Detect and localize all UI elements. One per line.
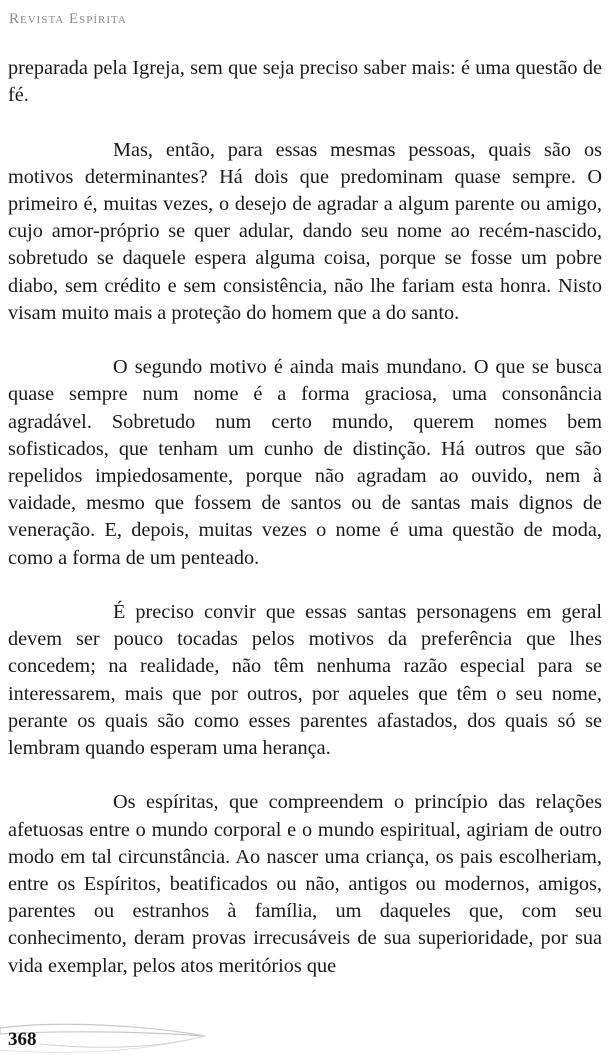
running-header: Revista Espírita [9, 11, 127, 27]
page-number: 368 [8, 1029, 37, 1050]
paragraph-4: É preciso convir que essas santas personagens em geral devem ser pouco tocadas pelos motivos da preferência que lhes concedem; na realidade, não têm nenhuma razão especial para se interessarem, mais que por outros, por aqueles que têm o seu nome, perante os quais são como esses parentes afastados, dos quais só se lembram quando esperam uma herança. [8, 601, 602, 760]
paragraph-3: O segundo motivo é ainda mais mundano. O que se busca quase sempre num nome é a forma graciosa, uma consonância agradável. Sobretudo num certo mundo, querem nomes bem sofisticados, que tenham um cunho de distinção. Há outros que são repelidos impiedosamente, porque não agradam ao ouvido, nem à vaidade, mesmo que fossem de santos ou de santas mais dignos de veneração. E, depois, muitas vezes o nome é uma questão de moda, como a forma de um penteado. [8, 356, 602, 569]
page-body [8, 55, 602, 980]
paragraph-2: Mas, então, para essas mesmas pessoas, quais são os motivos determinantes? Há dois que predominam quase sempre. O primeiro é, muitas vezes, o desejo de agradar a algum parente ou amigo, cujo amor-próprio se quer adular, dando seu nome ao recém-nascido, sobretudo se daquele espera alguma coisa, porque se fosse um pobre diabo, sem crédito e sem consistência, não lhe fariam esta honra. Nisto visam muito mais a proteção do homem que a do santo. [8, 138, 602, 324]
paragraph-5: Os espíritas, que compreendem o princípio das relações afetuosas entre o mundo corporal e o mundo espiritual, agiriam de outro modo em tal circunstância. Ao nascer uma criança, os pais escolheriam, entre os Espíritos, beatificados ou não, antigos ou modernos, amigos, parentes ou estranhos à família, um daqueles que, com seu conhecimento, deram provas irrecusáveis de sua superioridade, por sua vida exemplar, pelos atos meritórios que [8, 791, 602, 977]
paragraph-1: preparada pela Igreja, sem que seja preciso saber mais: é uma questão de fé. [8, 57, 602, 107]
